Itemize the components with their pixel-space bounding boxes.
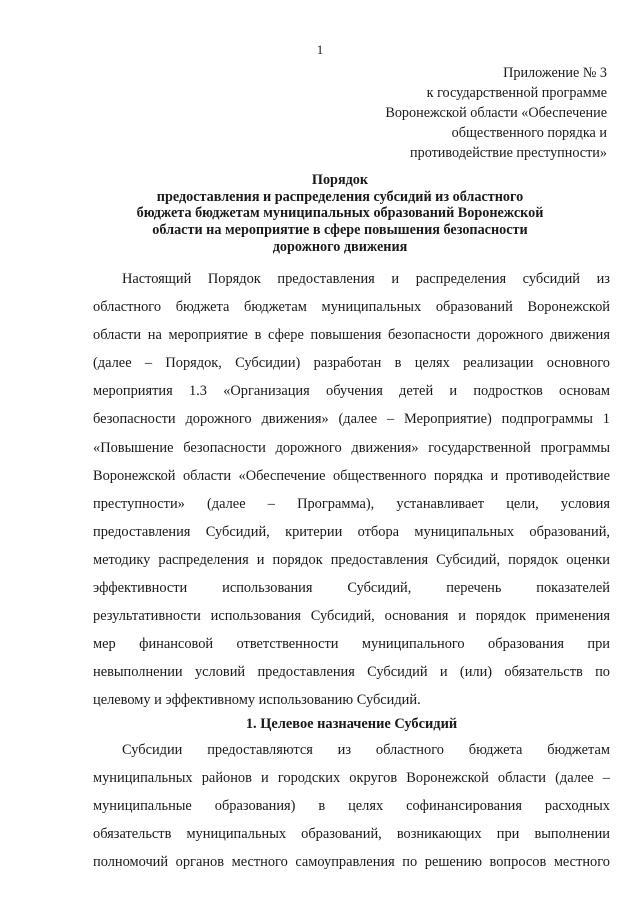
paragraph-line: преступности» (далее – Программа), устанавливает цели, условия <box>93 495 610 512</box>
appendix-block <box>307 63 607 163</box>
paragraph-line: безопасности дорожного движения» (далее – Мероприятие) подпрограммы 1 <box>93 411 610 428</box>
section-heading: 1. Целевое назначение Субсидий <box>245 716 458 732</box>
appendix-line: противодействие преступности» <box>410 145 607 161</box>
appendix-line: Воронежской области «Обеспечение <box>385 105 607 121</box>
paragraph-line: муниципальных районов и городских округов Воронежской области (далее – <box>93 770 610 787</box>
intro-paragraph <box>93 265 610 715</box>
paragraph-line: невыполнении условий предоставления Субсидий и (или) обязательств по <box>93 664 610 681</box>
paragraph-line: «Повышение безопасности дорожного движения» государственной программы <box>93 439 610 456</box>
paragraph-line: областного бюджета бюджетам муниципальных образований Воронежской <box>93 299 610 316</box>
paragraph-line: предоставления Субсидий, критерии отбора муниципальных образований, <box>93 523 610 540</box>
title-line: дорожного движения <box>272 238 408 255</box>
paragraph-line: эффективности использования Субсидий, перечень показателей <box>93 580 610 597</box>
paragraph-line: мер финансовой ответственности муниципального образования при <box>93 636 610 653</box>
title-line: Порядок <box>311 172 369 188</box>
appendix-line: к государственной программе <box>426 85 607 101</box>
paragraph-line: Субсидии предоставляются из областного бюджета бюджетам <box>122 742 610 758</box>
title-line: бюджета бюджетам муниципальных образований Воронежской <box>136 205 544 222</box>
paragraph-line: Настоящий Порядок предоставления и распределения субсидий из <box>122 271 610 287</box>
appendix-line: Приложение № 3 <box>503 65 607 81</box>
paragraph-line: области на мероприятие в сфере повышения безопасности дорожного движения <box>93 327 610 344</box>
paragraph-line: мероприятия 1.3 «Организация обучения детей и подростков основам <box>93 383 610 400</box>
paragraph-line: обязательств муниципальных образований, возникающих при выполнении <box>93 826 610 843</box>
paragraph-line: полномочий органов местного самоуправления по решению вопросов местного <box>93 854 610 871</box>
paragraph-line: результативности использования Субсидий, основания и порядок применения <box>93 608 610 625</box>
paragraph-line: целевому и эффективному использованию Субсидий. <box>93 692 421 709</box>
paragraph-line: методику распределения и порядок предоставления Субсидий, порядок оценки <box>93 551 610 568</box>
page-number: 1 <box>316 42 324 57</box>
paragraph-line: (далее – Порядок, Субсидии) разработан в целях реализации основного <box>93 355 610 372</box>
document-title <box>60 172 620 256</box>
title-line: предоставления и распределения субсидий из областного <box>156 188 524 205</box>
paragraph-line: муниципальные образования) в целях софинансирования расходных <box>93 798 610 815</box>
title-line: области на мероприятие в сфере повышения безопасности <box>152 222 528 239</box>
paragraph-line: Воронежской области «Обеспечение общественного порядка и противодействие <box>93 467 610 484</box>
appendix-line: общественного порядка и <box>451 125 607 141</box>
section-paragraph <box>93 736 610 876</box>
